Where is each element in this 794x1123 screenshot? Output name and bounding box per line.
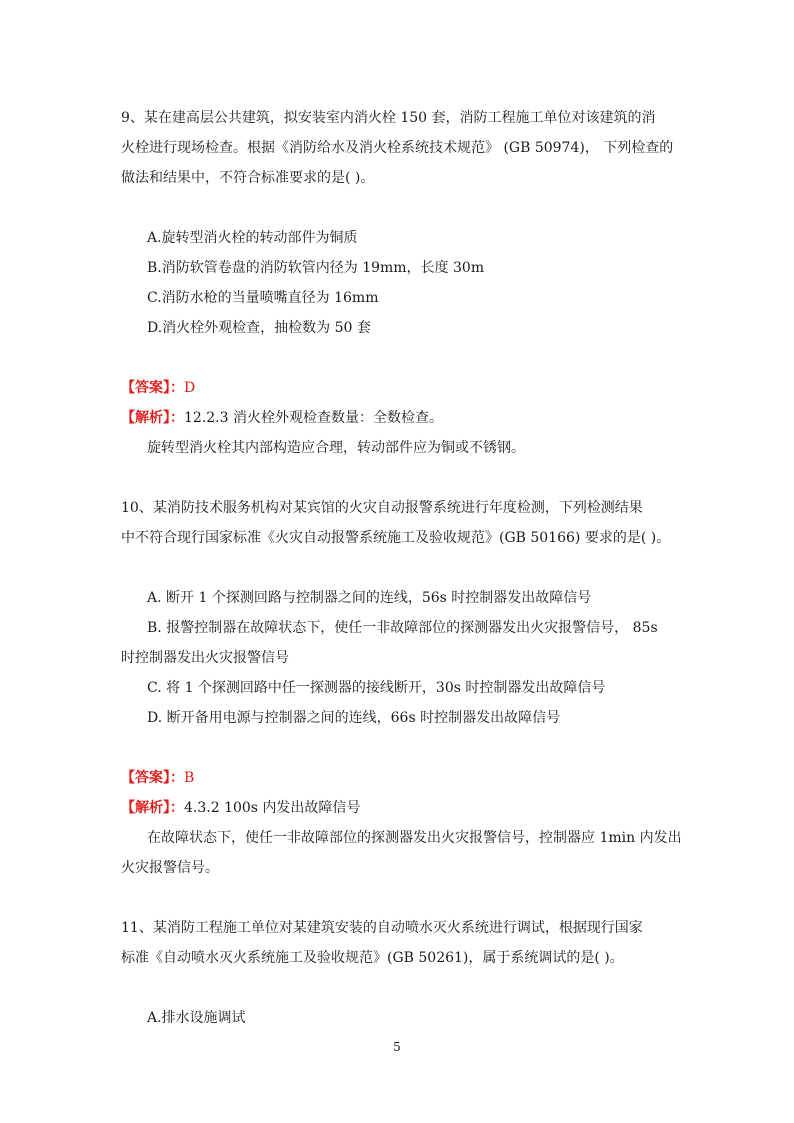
page-number: 5: [393, 1040, 401, 1054]
q9-stem-line-3: 做法和结果中，不符合标准要求的是( )。: [121, 170, 375, 186]
q9-answer-value: D: [184, 380, 196, 396]
q11-option-a: A.排水设施调试: [147, 1010, 246, 1026]
q10-answer-label: 【答案】：: [121, 770, 184, 786]
q9-option-a: A.旋转型消火栓的转动部件为铜质: [147, 230, 358, 246]
q9-option-d: D.消火栓外观检查，抽检数为 50 套: [147, 320, 371, 336]
q9-analysis-text: 12.2.3 消火栓外观检查数量：全数检查。: [184, 410, 443, 426]
q10-option-b: B. 报警控制器在故障状态下，使任一非故障部位的探测器发出火灾报警信号， 85s: [147, 620, 658, 636]
q9-answer-label: 【答案】：: [121, 380, 184, 396]
q9-answer: [121, 378, 195, 398]
q10-stem-line-1: 10、某消防技术服务机构对某宾馆的火灾自动报警系统进行年度检测，下列检测结果: [121, 500, 643, 516]
q9-option-b: B.消防软管卷盘的消防软管内径为 19mm，长度 30m: [147, 260, 485, 276]
q10-analysis-extra-2: 火灾报警信号。: [121, 860, 219, 876]
q10-stem-line-2: 中不符合现行国家标准《火灾自动报警系统施工及验收规范》(GB 50166) 要求的是( )。: [121, 530, 671, 546]
q9-analysis-label: 【解析】：: [121, 410, 184, 426]
q10-option-a: A. 断开 1 个探测回路与控制器之间的连线，56s 时控制器发出故障信号: [147, 590, 592, 606]
q10-option-d: D. 断开备用电源与控制器之间的连线，66s 时控制器发出故障信号: [147, 710, 561, 726]
q9-option-c: C.消防水枪的当量喷嘴直径为 16mm: [147, 290, 379, 306]
q9-stem-line-1: 9、某在建高层公共建筑，拟安装室内消火栓 150 套，消防工程施工单位对该建筑的消: [121, 110, 656, 126]
q10-answer-value: B: [184, 770, 195, 786]
q9-analysis: [121, 408, 443, 428]
q10-option-c: C. 将 1 个探测回路中任一探测器的接线断开，30s 时控制器发出故障信号: [147, 680, 606, 696]
q10-analysis-label: 【解析】：: [121, 800, 184, 816]
q9-stem-line-2: 火栓进行现场检查。根据《消防给水及消火栓系统技术规范》 (GB 50974)， 下列检查的: [121, 140, 674, 156]
q9-analysis-extra: 旋转型消火栓其内部构造应合理，转动部件应为铜或不锈钢。: [147, 440, 525, 456]
q11-stem-line-2: 标准《自动喷水灭火系统施工及验收规范》(GB 50261)，属于系统调试的是( )。: [121, 950, 624, 966]
q10-option-b-cont: 时控制器发出火灾报警信号: [121, 650, 289, 666]
q10-answer: [121, 768, 194, 788]
q11-stem-line-1: 11、某消防工程施工单位对某建筑安装的自动喷水灭火系统进行调试，根据现行国家: [121, 920, 643, 936]
q10-analysis-extra-1: 在故障状态下，使任一非故障部位的探测器发出火灾报警信号，控制器应 1min 内发出: [147, 830, 682, 846]
q10-analysis-text: 4.3.2 100s 内发出故障信号: [184, 800, 361, 816]
q10-analysis: [121, 798, 360, 818]
